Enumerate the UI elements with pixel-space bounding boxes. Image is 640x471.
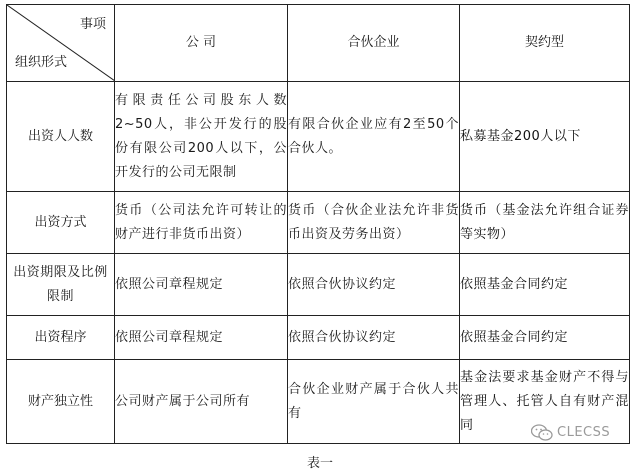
table-row [7,254,630,316]
table-row [7,316,630,360]
contract-cell: 私募基金200人以下 [460,82,630,192]
wechat-icon [531,424,553,442]
corner-bottom-label: 组织形式 [15,55,68,70]
partnership-cell: 有限合伙企业应有2至50个合伙人。 [288,82,460,192]
corner-top-label: 事项 [79,17,106,32]
watermark-text: CLECSS [557,425,611,440]
company-cell: 依照公司章程规定 [115,254,288,316]
contract-cell: 依照基金合同约定 [460,316,630,360]
watermark [531,422,635,446]
company-cell: 公司财产属于公司所有 [115,360,288,444]
partnership-cell: 依照合伙协议约定 [288,254,460,316]
corner-header-cell [7,5,115,82]
company-cell: 有限责任公司股东人数2~50人，非公开发行的股份有限公司200人以下，公开发行的公司无限制 [115,82,288,192]
row-label: 出资期限及比例限制 [7,254,115,316]
contract-cell: 基金法要求基金财产不得与管理人、托管人自有财产混同 [460,360,630,444]
partnership-cell: 依照合伙协议约定 [288,316,460,360]
contract-cell: 依照基金合同约定 [460,254,630,316]
column-header-partnership: 合伙企业 [288,5,460,82]
row-label: 财产独立性 [7,360,115,444]
row-label: 出资人人数 [7,82,115,192]
row-label: 出资程序 [7,316,115,360]
column-header-contract: 契约型 [460,5,630,82]
company-cell: 依照公司章程规定 [115,316,288,360]
column-header-company: 公 司 [115,5,288,82]
partnership-cell: 货币（合伙企业法允许非货币出资及劳务出资） [288,192,460,254]
table-row [7,192,630,254]
comparison-table [6,4,630,444]
contract-cell: 货币（基金法允许组合证券等实物） [460,192,630,254]
row-label: 出资方式 [7,192,115,254]
company-cell: 货币（公司法允许可转让的财产进行非货币出资） [115,192,288,254]
table-row [7,82,630,192]
header-row [7,5,630,82]
partnership-cell: 合伙企业财产属于合伙人共有 [288,360,460,444]
table-caption: 表一 [306,456,333,471]
